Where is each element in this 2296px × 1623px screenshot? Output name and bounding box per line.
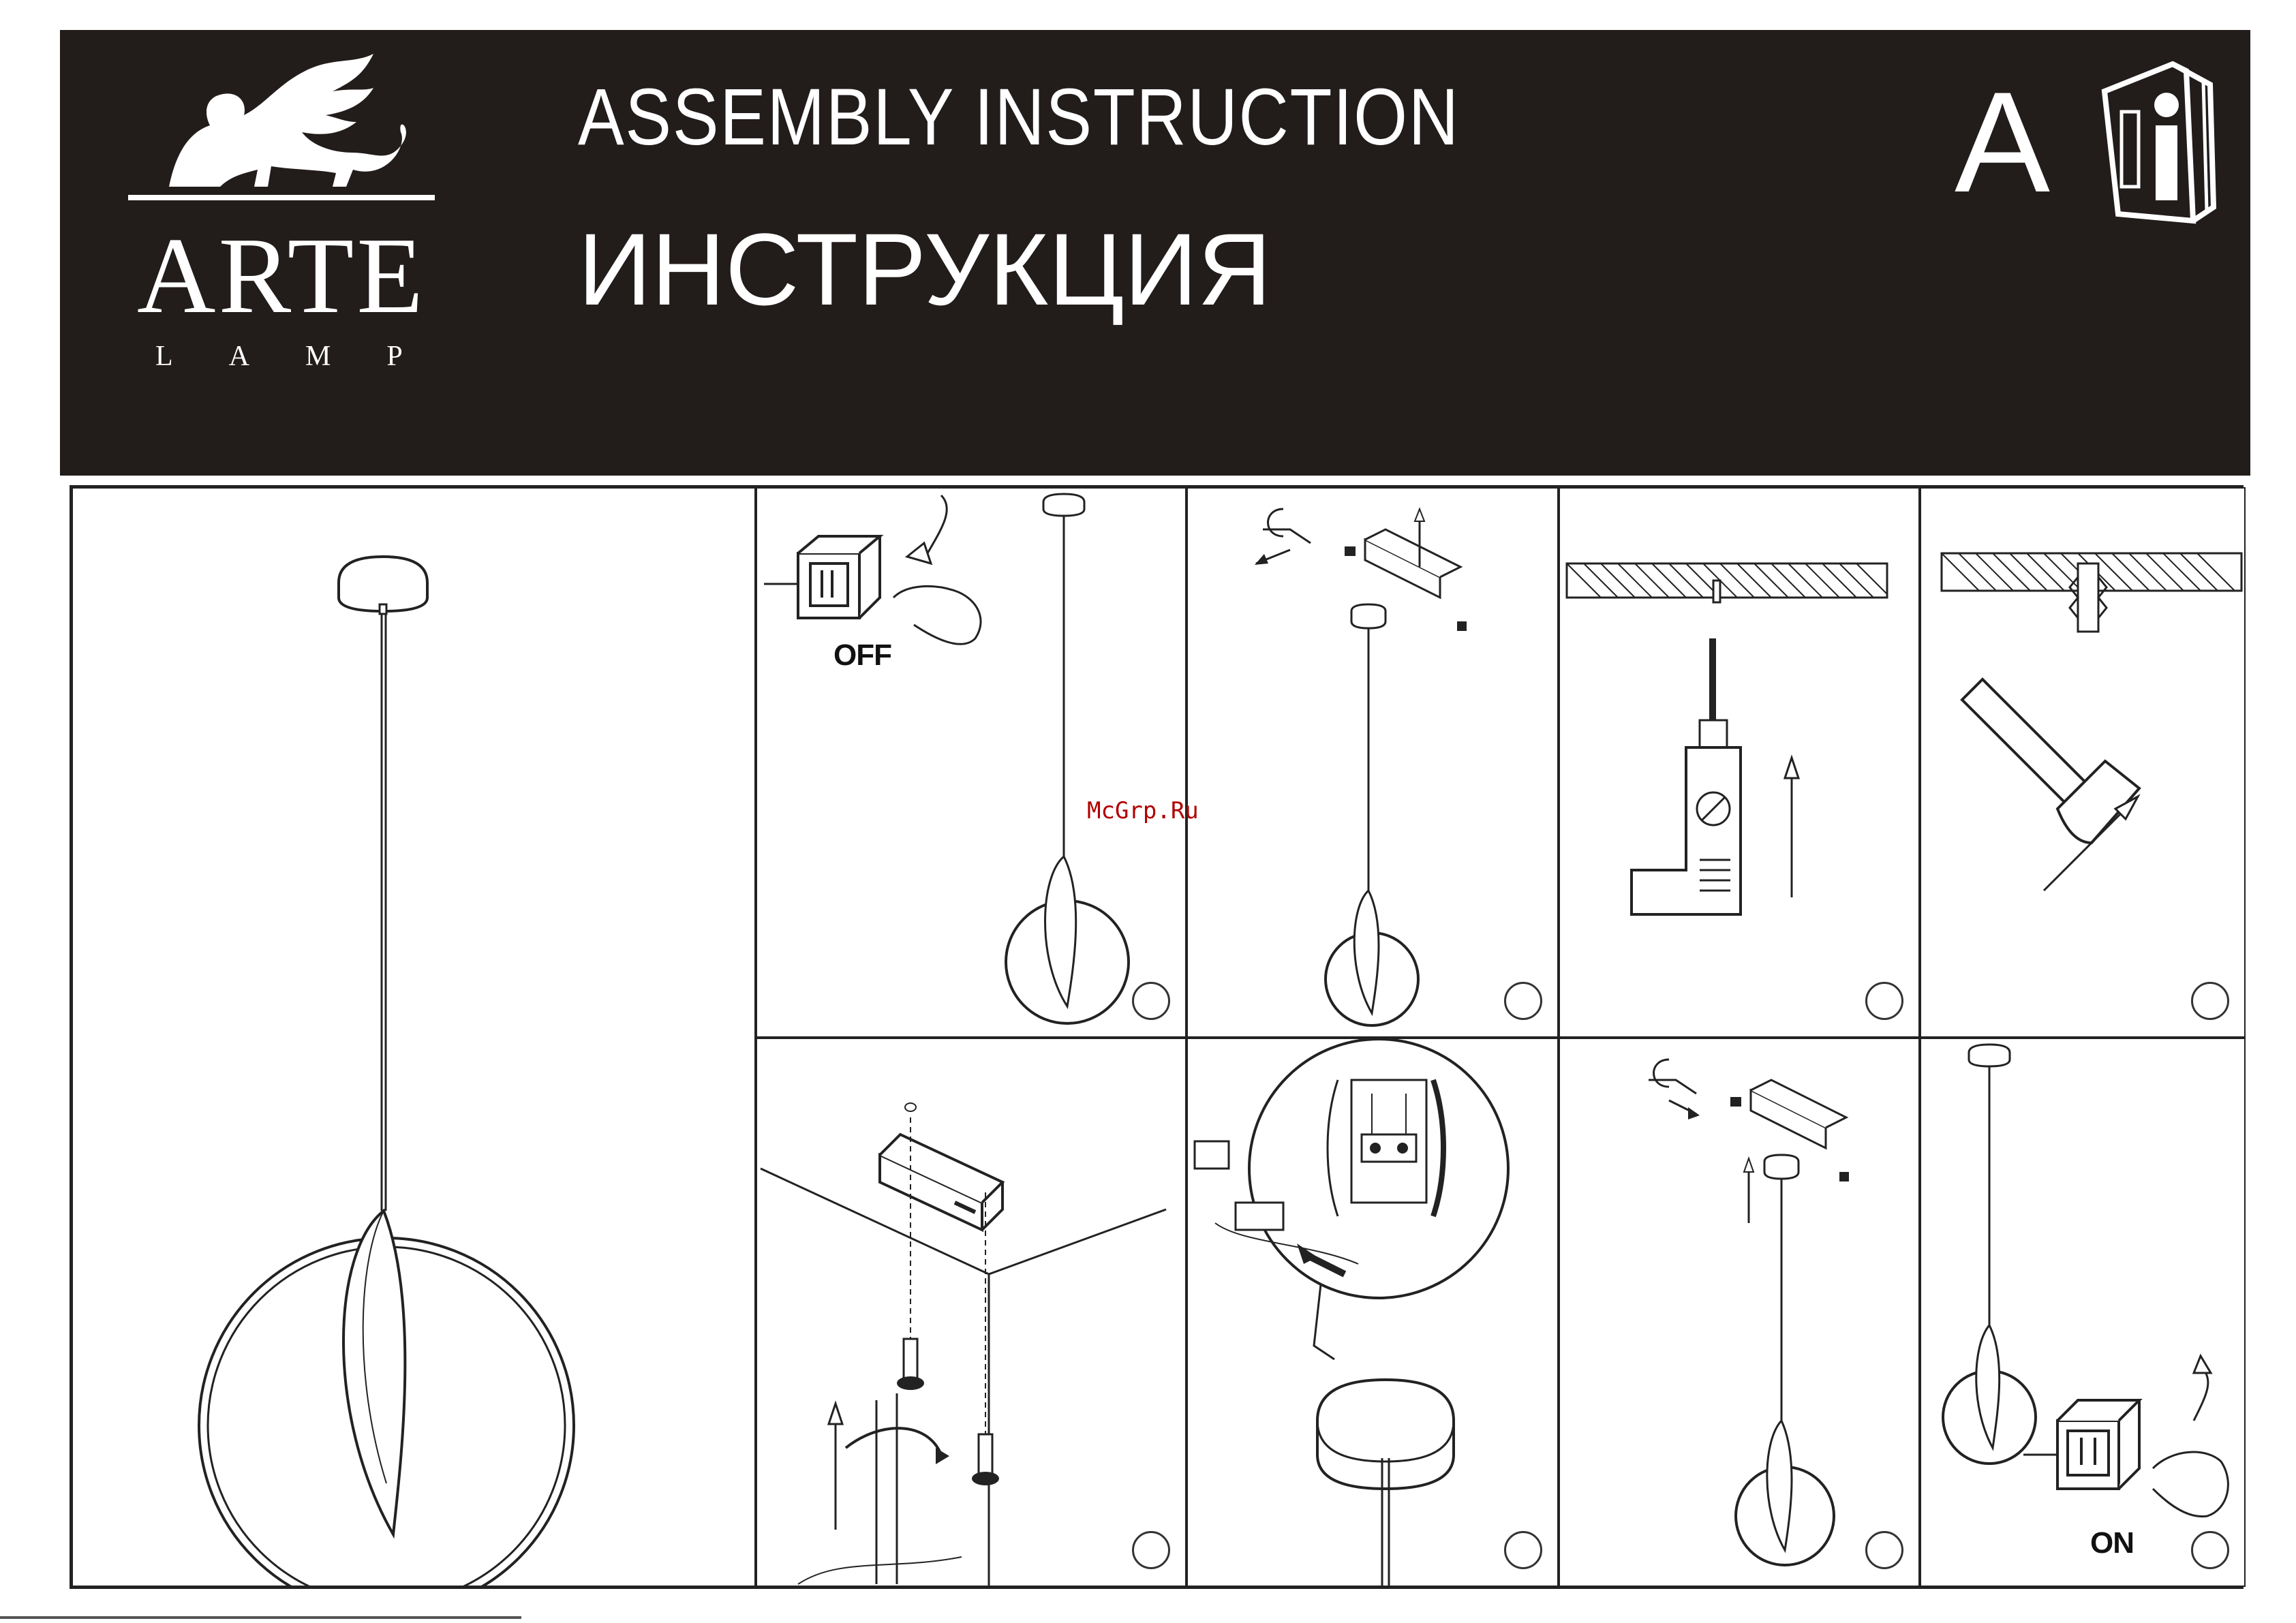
header-banner xyxy=(60,30,2250,476)
brand-name: ARTE xyxy=(136,215,427,336)
pendant-lamp-drawing xyxy=(73,489,756,1587)
step-number-circle xyxy=(1132,982,1170,1020)
brand-logo xyxy=(128,50,469,405)
step-fix-canopy xyxy=(1559,1038,1920,1587)
step-switch-on xyxy=(1920,1038,2246,1587)
step-number-circle xyxy=(2191,982,2229,1020)
switch-off-label: OFF xyxy=(833,638,891,672)
instruction-grid xyxy=(70,485,2244,1589)
step-number-circle xyxy=(1504,1531,1542,1569)
step-screw-bracket xyxy=(756,1038,1187,1587)
step-switch-off xyxy=(756,487,1187,1038)
brand-subtitle: LAMP xyxy=(155,341,459,372)
title-russian: ИНСТРУКЦИЯ xyxy=(578,212,1272,326)
title-english: ASSEMBLY INSTRUCTION xyxy=(578,72,1460,162)
step-number-circle xyxy=(1865,1531,1903,1569)
overview-panel xyxy=(72,487,756,1587)
step-number-circle xyxy=(1504,982,1542,1020)
step-number-circle xyxy=(1132,1531,1170,1569)
step-number-circle xyxy=(1865,982,1903,1020)
footer-divider xyxy=(0,1616,521,1619)
watermark-text: McGrp.Ru xyxy=(1087,797,1199,824)
manual-info-icon xyxy=(2091,50,2227,228)
step-insert-dowel xyxy=(1920,487,2246,1038)
switch-on-label: ON xyxy=(2090,1526,2134,1560)
step-drill-ceiling xyxy=(1559,487,1920,1038)
step-connect-wires xyxy=(1187,1038,1559,1587)
edition-letter: A xyxy=(1955,62,2051,222)
step-number-circle xyxy=(2191,1531,2229,1569)
step-remove-bracket xyxy=(1187,487,1559,1038)
lion-logo-icon xyxy=(128,50,435,221)
